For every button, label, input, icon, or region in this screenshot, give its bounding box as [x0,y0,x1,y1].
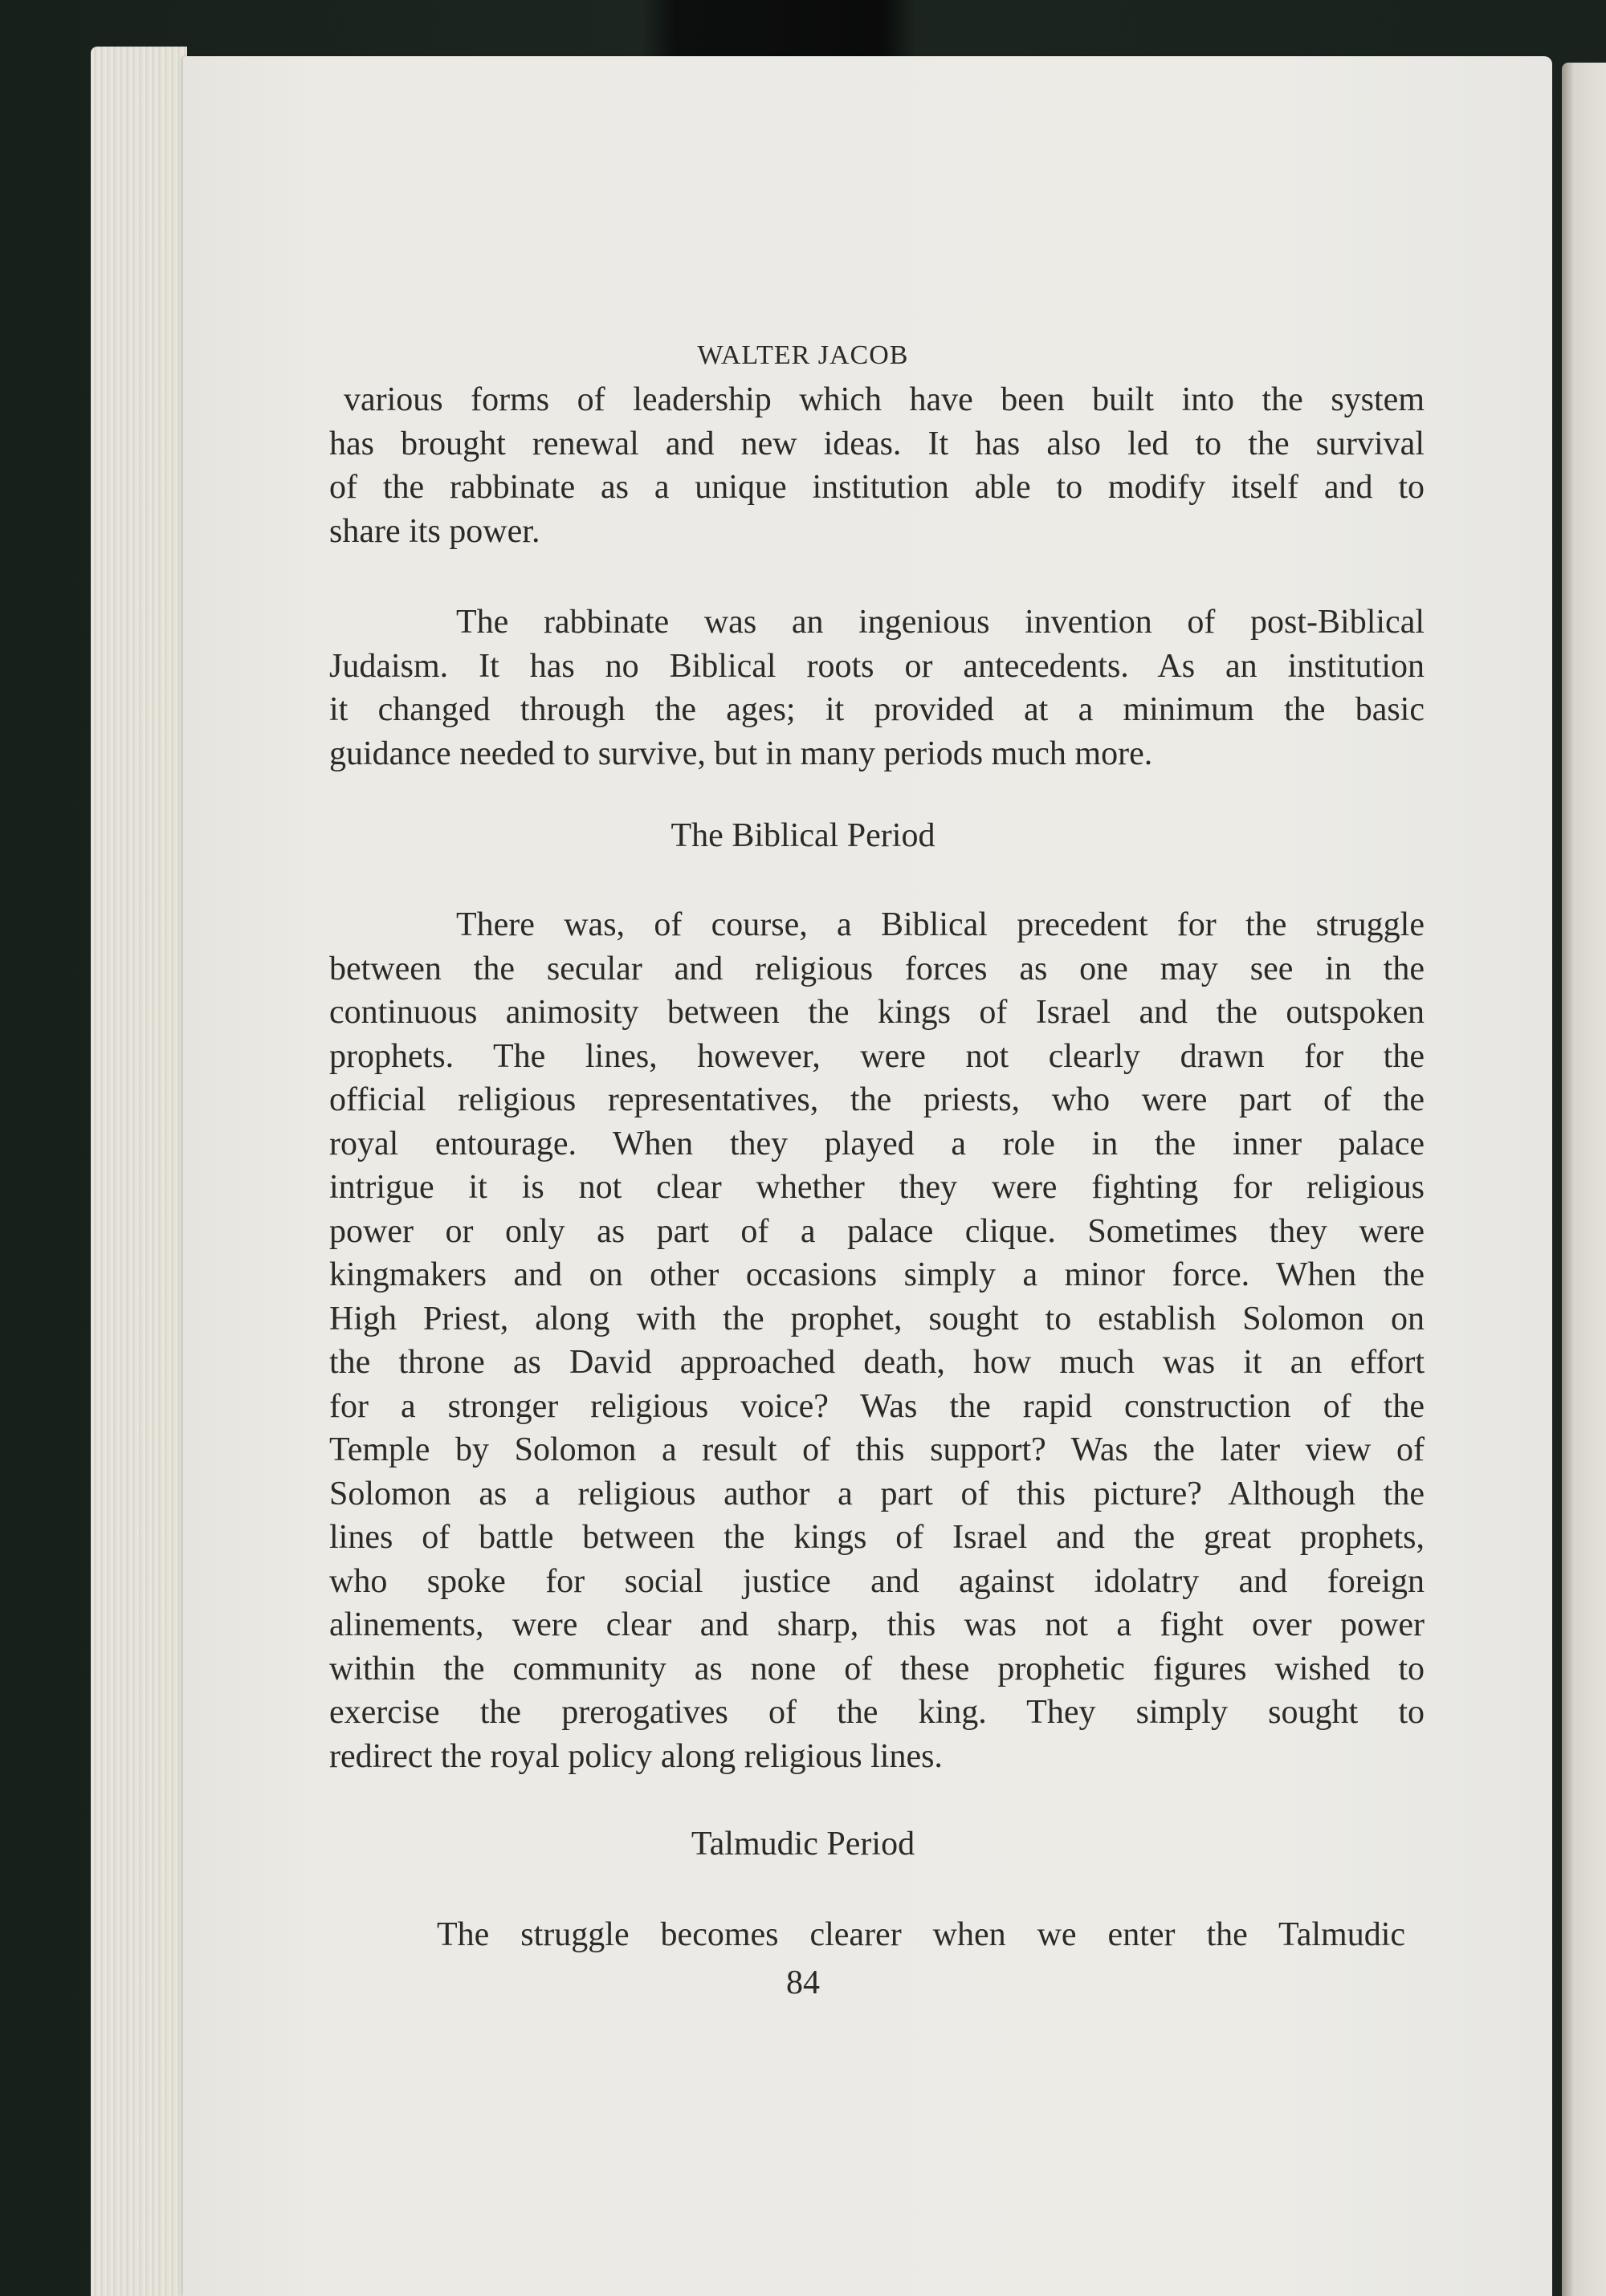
text-line: has brought renewal and new ideas. It has also led to the survival [329,425,1425,462]
page-number: 84 [786,1964,820,2001]
text-line: Temple by Solomon a result of this support? Was the later view of [329,1431,1425,1468]
paragraph-3 [329,903,1425,1778]
text-line: official religious representatives, the priests, who were part of the [329,1081,1425,1118]
paragraph-2 [329,600,1425,776]
text-line: the throne as David approached death, how much was it an effort [329,1344,1425,1381]
text-line: within the community as none of these prophetic figures wished to [329,1650,1425,1687]
text-line: for a stronger religious voice? Was the rapid construction of the [329,1387,1425,1425]
section-heading-talmudic-period: Talmudic Period [691,1826,915,1862]
running-head: WALTER JACOB [697,340,909,370]
text-line: between the secular and religious forces as one may see in the [329,950,1425,987]
text-line: of the rabbinate as a unique institution able to modify itself and to [329,469,1425,506]
text-line: Solomon as a religious author a part of this picture? Although the [329,1475,1425,1512]
text-line: share its power. [329,512,540,550]
text-line: redirect the royal policy along religious lines. [329,1737,943,1775]
text-line: who spoke for social justice and against idolatry and foreign [329,1562,1425,1600]
text-line: it changed through the ages; it provided at a minimum the basic [329,691,1425,728]
text-line: royal entourage. When they played a role in the inner palace [329,1125,1425,1162]
page-stack-edges [91,47,187,2296]
text-line: exercise the prerogatives of the king. They simply sought to [329,1694,1425,1731]
text-line: High Priest, along with the prophet, sought to establish Solomon on [329,1300,1425,1337]
text-line: kingmakers and on other occasions simply a minor force. When the [329,1256,1425,1293]
text-line: continuous animosity between the kings of Israel and the outspoken [329,994,1425,1031]
text-line: There was, of course, a Biblical precedent for the struggle [456,906,1425,943]
text-line: The rabbinate was an ingenious invention of post-Biblical [456,604,1425,641]
text-line: power or only as part of a palace clique. Sometimes they were [329,1212,1425,1250]
text-line: lines of battle between the kings of Israel and the great prophets, [329,1519,1425,1556]
text-line: guidance needed to survive, but in many periods much more. [329,735,1153,772]
text-line: The struggle becomes clearer when we enter the Talmudic [437,1916,1405,1953]
text-line: prophets. The lines, however, were not clearly drawn for the [329,1037,1425,1075]
text-line: various forms of leadership which have been built into the system [344,381,1425,418]
paragraph-1 [329,378,1425,553]
paragraph-4 [329,1913,1405,1957]
section-heading-biblical-period: The Biblical Period [671,817,935,854]
text-line: alinements, were clear and sharp, this was not a fight over power [329,1606,1425,1643]
text-line: intrigue it is not clear whether they were fighting for religious [329,1169,1425,1206]
text-line: Judaism. It has no Biblical roots or antecedents. As an institution [329,647,1425,685]
